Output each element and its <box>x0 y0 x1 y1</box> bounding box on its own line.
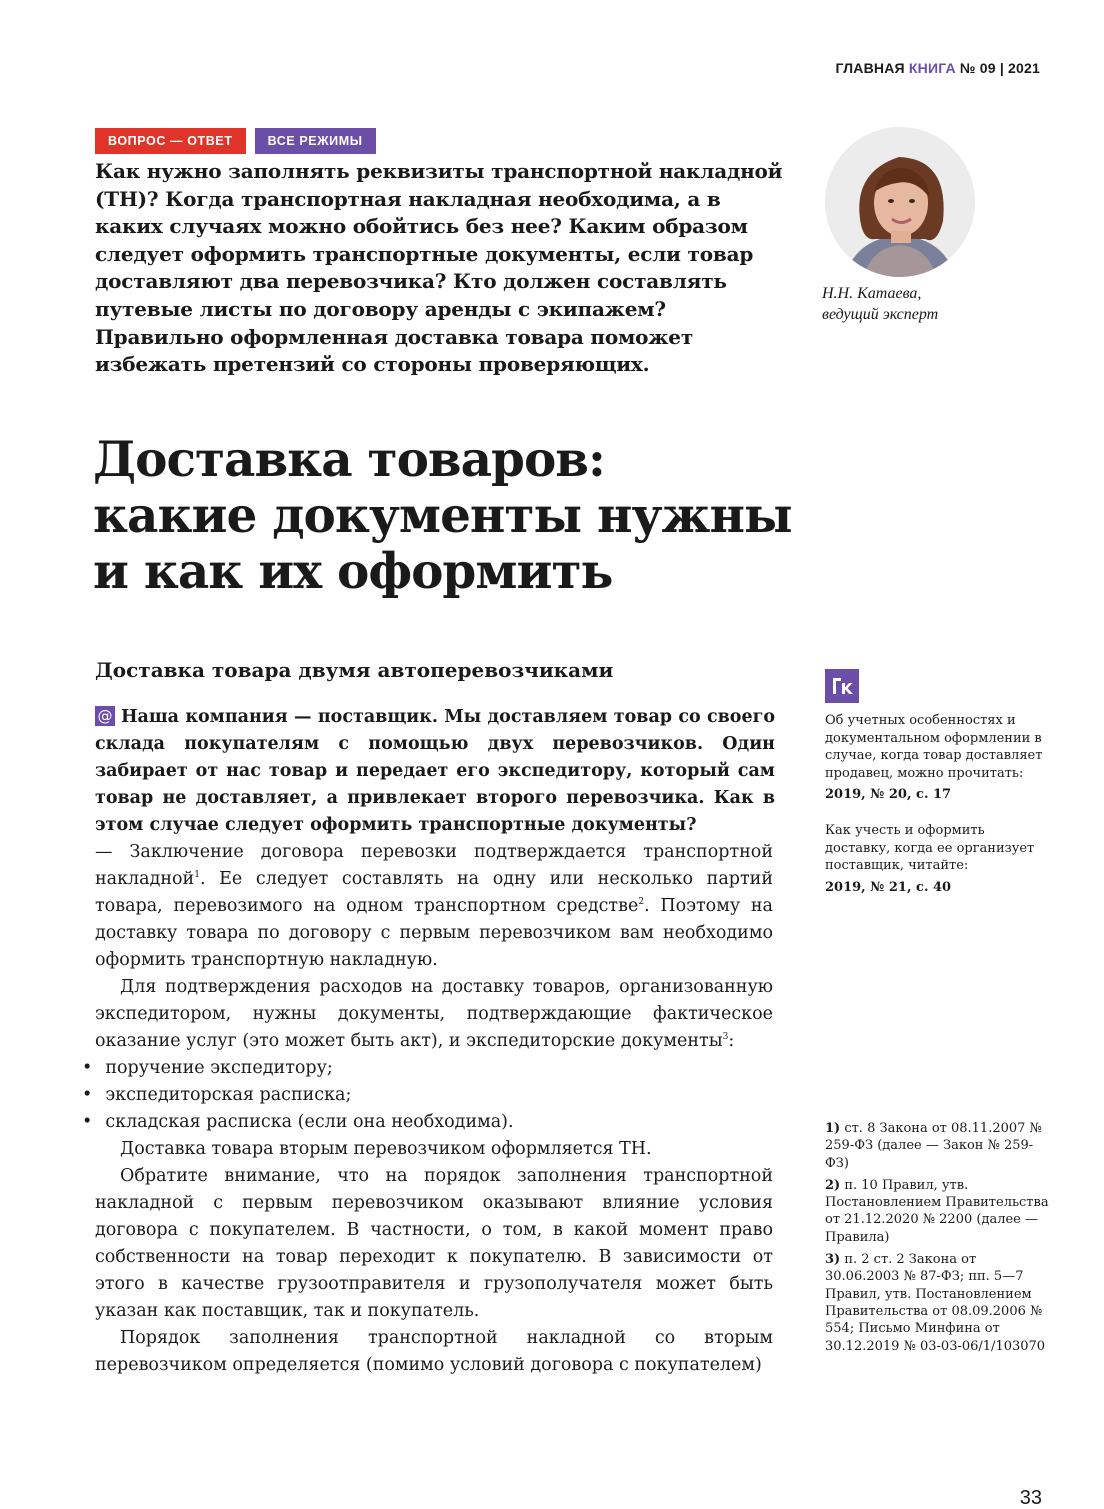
masthead-title-accent: КНИГА <box>908 60 956 76</box>
sidebar-note-link[interactable]: 2019, № 21, с. 40 <box>825 879 952 895</box>
bullet-icon: • <box>82 1085 93 1105</box>
body-text: . Поэтому на доставку товара по договору с первым перевозчиком вам необходимо оформить транспортную накладную. <box>95 896 773 970</box>
article-title-line: какие документы нужны <box>93 487 792 544</box>
question-text: Наша компания — поставщик. Мы доставляем товар со своего склада покупателям с помощью двух перевозчиков. Один забирает от нас товар и передает его экспедитору, который сам товар не доставляет, а привлекает второго перевозчика. Как в этом случае следует оформить транспортные документы? <box>95 707 775 835</box>
body-paragraph: Доставка товара вторым перевозчиком оформляется ТН. <box>120 1139 652 1159</box>
bullet-icon: • <box>82 1112 93 1132</box>
body-text: : <box>728 1031 735 1051</box>
sidebar-note-link[interactable]: 2019, № 20, с. 17 <box>825 787 952 802</box>
answer-body <box>82 839 773 1379</box>
footnote-ref[interactable]: 1 <box>194 870 200 880</box>
author-photo <box>825 127 975 277</box>
footnote-text: п. 10 Правил, утв. Постановлением Правительства от 21.12.2020 № 2200 (далее — Правила) <box>825 1177 1049 1245</box>
footnote-number: 2) <box>825 1177 841 1193</box>
masthead <box>790 60 1040 76</box>
sidebar-note-text: Как учесть и оформить доставку, когда ее организует поставщик, читайте: <box>825 823 1035 873</box>
rubric-tag-qa: ВОПРОС — ОТВЕТ <box>95 128 246 154</box>
gk-logo-mark <box>825 669 859 703</box>
bullet-icon: • <box>82 1058 93 1078</box>
footnote-ref[interactable]: 3 <box>722 1032 729 1042</box>
footnote-number: 3) <box>825 1252 841 1268</box>
body-text: . Ее следует составлять на одну или несколько партий товара, перевозимого на одном транспортном средстве <box>95 869 773 916</box>
footnote <box>825 1177 1050 1246</box>
footnote-number: 1) <box>825 1121 841 1136</box>
masthead-issue: № 09 | 2021 <box>955 60 1040 76</box>
footnote-text: ст. 8 Закона от 08.11.2007 № 259-ФЗ (далее — Закон № 259-ФЗ) <box>825 1121 1042 1171</box>
body-paragraph: Порядок заполнения транспортной накладной со вторым перевозчиком определяется (помимо условий договора с покупателем) <box>95 1328 773 1375</box>
body-paragraph: Обратите внимание, что на порядок заполнения транспортной накладной с первым перевозчиком оказывают влияние условия договора с покупателем. В частности, о том, в какой момент право собственности на товар переходит к покупателю. В зависимости от этого в качестве грузоотправителя и грузополучателя может быть указан как поставщик, так и покупатель. <box>95 1166 773 1321</box>
list-item-text: поручение экспедитору; <box>105 1058 333 1078</box>
author-portrait-illustration <box>825 127 975 277</box>
list-item <box>82 1055 773 1082</box>
page-number: 33 <box>1019 1487 1042 1509</box>
sidebar-note-text: Об учетных особенностях и документальном оформлении в случае, когда товар доставляет продавец, можно прочитать: <box>825 713 1043 781</box>
author-name: Н.Н. Катаева, <box>822 285 922 302</box>
list-item-text: экспедиторская расписка; <box>105 1085 352 1105</box>
at-sign-icon: @ <box>95 706 115 726</box>
author-role: ведущий эксперт <box>822 306 939 323</box>
list-item-text: складская расписка (если она необходима). <box>105 1112 514 1132</box>
gk-logo-icon <box>825 669 859 703</box>
list-item <box>82 1109 773 1136</box>
body-paragraph <box>95 974 773 1055</box>
article-title-line: и как их оформить <box>93 543 613 600</box>
article-title <box>93 432 813 600</box>
rubric-tags <box>95 128 376 154</box>
lead-paragraph: Как нужно заполнять реквизиты транспортной накладной (ТН)? Когда транспортная накладная необходима, а в каких случаях можно обойтись без нее? Каким образом следует оформить транспортные документы, если товар доставляют два перевозчика? Кто должен составлять путевые листы по договору аренды с экипажем? Правильно оформленная доставка товара поможет избежать претензий со стороны проверяющих. <box>95 159 783 377</box>
masthead-title: ГЛАВНАЯ <box>835 60 909 76</box>
footnotes <box>825 1120 1050 1360</box>
reader-question <box>95 704 775 839</box>
footnote <box>825 1251 1050 1355</box>
body-text: Для подтверждения расходов на доставку товаров, организованную экспедитором, нужны документы, подтверждающие фактическое оказание услуг (это может быть акт), и экспедиторские документы <box>95 977 773 1051</box>
author-caption <box>822 283 1022 325</box>
footnote <box>825 1120 1050 1172</box>
footnote-text: п. 2 ст. 2 Закона от 30.06.2003 № 87-ФЗ; пп. 5—7 Правил, утв. Постановлением Правительства от 08.09.2006 № 554; Письмо Минфина от 30.12.2019 № 03-03-06/1/103070 <box>825 1252 1046 1354</box>
sidebar-note <box>825 712 1050 804</box>
section-subheading: Доставка товара двумя автоперевозчиками <box>95 658 614 682</box>
body-paragraph <box>95 839 773 974</box>
body-text: — Заключение договора перевозки подтверждается транспортной накладной <box>95 842 773 889</box>
article-title-line: Доставка товаров: <box>93 431 605 488</box>
list-item <box>82 1082 773 1109</box>
footnote-ref[interactable]: 2 <box>638 897 645 907</box>
sidebar-note <box>825 822 1050 896</box>
rubric-tag-regimes: ВСЕ РЕЖИМЫ <box>255 128 376 154</box>
